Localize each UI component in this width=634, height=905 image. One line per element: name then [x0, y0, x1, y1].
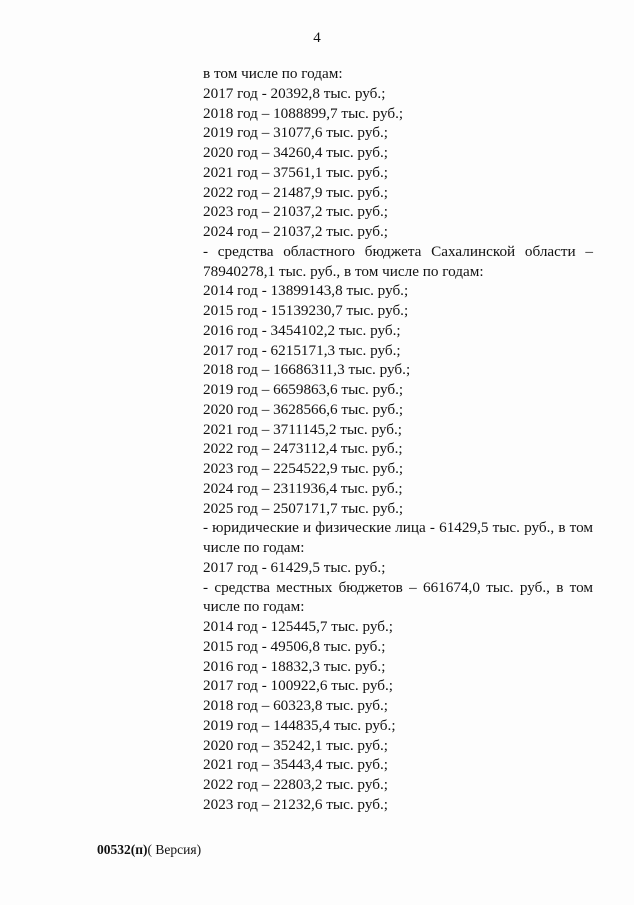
- text-line: 2017 год - 6215171,3 тыс. руб.;: [203, 341, 401, 359]
- text-line: - средства областного бюджета Сахалинской области –: [203, 242, 593, 260]
- text-line: 2018 год – 16686311,3 тыс. руб.;: [203, 361, 411, 379]
- text-line: 2025 год – 2507171,7 тыс. руб.;: [203, 499, 404, 517]
- text-line: числе по годам:: [203, 598, 305, 616]
- document-version: ( Версия): [147, 842, 202, 857]
- text-line: 2016 год - 3454102,2 тыс. руб.;: [203, 321, 401, 339]
- text-line: 2019 год – 31077,6 тыс. руб.;: [203, 124, 388, 142]
- text-line: 2017 год - 61429,5 тыс. руб.;: [203, 558, 386, 576]
- text-line: 2018 год – 1088899,7 тыс. руб.;: [203, 104, 404, 122]
- text-line: 2017 год - 20392,8 тыс. руб.;: [203, 84, 386, 102]
- text-line: 2015 год - 49506,8 тыс. руб.;: [203, 637, 386, 655]
- text-line: 2014 год - 125445,7 тыс. руб.;: [203, 618, 394, 635]
- text-line: 2020 год – 3628566,6 тыс. руб.;: [203, 400, 404, 418]
- text-line: 2024 год – 21037,2 тыс. руб.;: [203, 223, 388, 240]
- document-footer: [97, 842, 201, 858]
- text-line: 2022 год – 21487,9 тыс. руб.;: [203, 183, 388, 201]
- text-line: 2016 год - 18832,3 тыс. руб.;: [203, 657, 386, 675]
- text-line: в том числе по годам:: [203, 65, 343, 82]
- text-line: 78940278,1 тыс. руб., в том числе по годам:: [203, 262, 484, 280]
- document-code: 00532(п): [97, 842, 148, 857]
- text-line: 2023 год – 2254522,9 тыс. руб.;: [203, 460, 404, 477]
- text-line: 2023 год – 21232,6 тыс. руб.;: [203, 795, 388, 813]
- text-line: 2024 год – 2311936,4 тыс. руб.;: [203, 479, 403, 497]
- text-line: 2022 год – 22803,2 тыс. руб.;: [203, 776, 388, 793]
- text-line: 2021 год – 35443,4 тыс. руб.;: [203, 756, 388, 774]
- text-line: числе по годам:: [203, 539, 305, 556]
- text-line: 2023 год – 21037,2 тыс. руб.;: [203, 203, 388, 221]
- text-line: 2020 год – 34260,4 тыс. руб.;: [203, 144, 388, 161]
- text-line: 2015 год - 15139230,7 тыс. руб.;: [203, 302, 409, 319]
- text-line: 2017 год - 100922,6 тыс. руб.;: [203, 677, 394, 695]
- text-line: 2021 год – 3711145,2 тыс. руб.;: [203, 420, 403, 438]
- page-number: 4: [313, 30, 321, 46]
- text-line: - средства местных бюджетов – 661674,0 тыс. руб., в том: [203, 578, 593, 596]
- text-line: 2019 год – 144835,4 тыс. руб.;: [203, 716, 396, 734]
- text-line: 2022 год – 2473112,4 тыс. руб.;: [203, 440, 403, 458]
- text-line: 2021 год – 37561,1 тыс. руб.;: [203, 163, 388, 181]
- body-text: [203, 64, 593, 815]
- text-line: 2018 год – 60323,8 тыс. руб.;: [203, 697, 388, 714]
- text-line: 2019 год – 6659863,6 тыс. руб.;: [203, 381, 404, 398]
- text-line: 2020 год – 35242,1 тыс. руб.;: [203, 736, 388, 754]
- text-line: - юридические и физические лица - 61429,5 тыс. руб., в том: [203, 519, 593, 537]
- text-line: 2014 год - 13899143,8 тыс. руб.;: [203, 282, 409, 300]
